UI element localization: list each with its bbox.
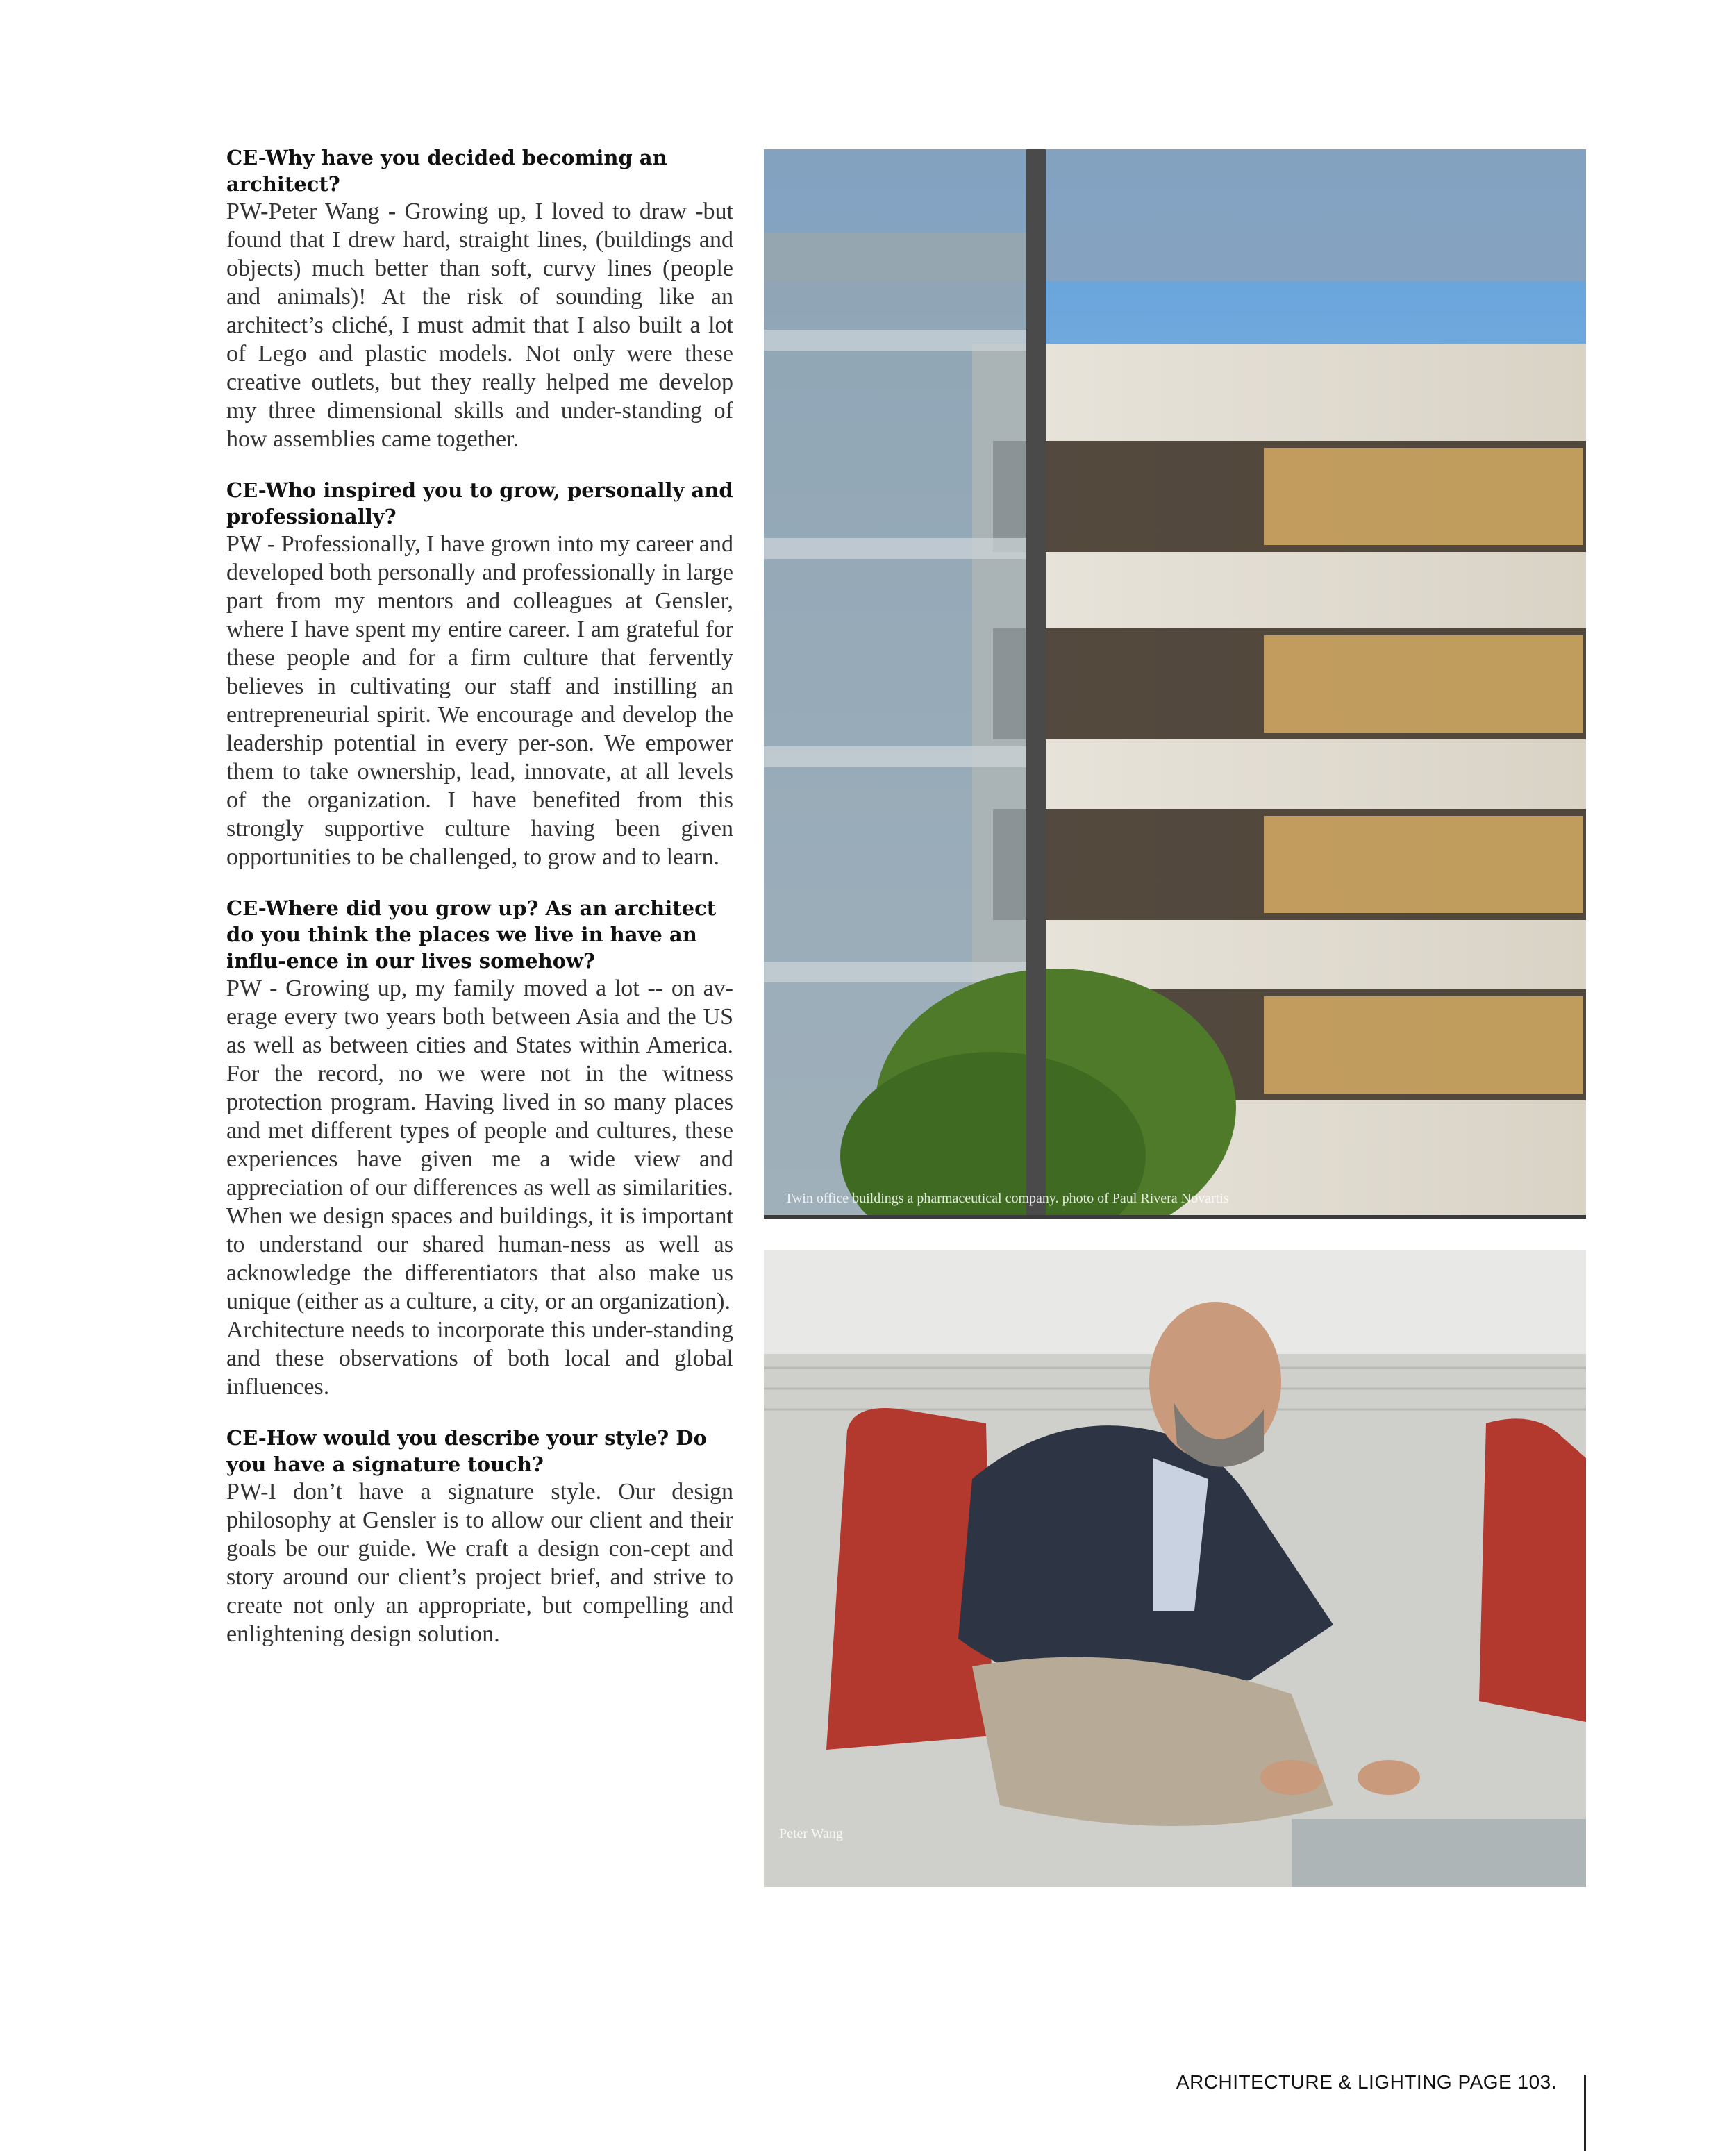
top-photo-caption: Twin office buildings a pharmaceutical company. photo of Paul Rivera Novartis (785, 1191, 1229, 1206)
qa-block-4 (226, 1425, 733, 1648)
office-building-illustration (764, 149, 1586, 1219)
portrait-photo (764, 1250, 1586, 1887)
qa-block-3 (226, 895, 733, 1401)
answer-2: PW - Professionally, I have grown into my career and developed both personally and professionally in large part from my mentors and colleagues at Gensler, where I have spent my entire career. I am grateful for these people and for a firm culture that fervently believes in cultivating our staff and instilling an entrepreneurial spirit. We encourage and develop the leadership potential in every per-son. We empower them to take ownership, lead, innovate, at all levels of the organization. I have benefited from this strongly supportive culture having been given opportunities to be challenged, to grow and to learn. (226, 531, 733, 870)
answer-3: PW - Growing up, my family moved a lot -- on av-erage every two years both between Asia and the US as well as between cities and States within America. For the record, no we were not in the witness protection program. Having lived in so many places and met different types of people and cultures, these experiences have given me a wide view and appreciation of our differences as well as similarities. When we design spaces and buildings, it is important to understand our shared human-ness as well as acknowledge the differentiators that also make us unique (either as a culture, a city, or an organization). (226, 976, 733, 1314)
answer-3-continued: Architecture needs to incorporate this under-standing and these observations of both local and global influences. (226, 1317, 733, 1400)
office-building-photo (764, 149, 1586, 1219)
page-folio: ARCHITECTURE & LIGHTING PAGE 103. (1176, 2071, 1557, 2093)
question-1: CE-Why have you decided becoming an architect? (226, 146, 667, 196)
qa-block-2 (226, 477, 733, 871)
question-3: CE-Where did you grow up? As an architect do you think the places we live in have an influ-ence in our lives somehow? (226, 896, 717, 973)
folio-divider (1584, 2075, 1586, 2151)
answer-1: PW-Peter Wang - Growing up, I loved to draw -but found that I drew hard, straight lines, (buildings and objects) much better than soft, curvy lines (people and animals)! At the risk of sounding like an architect’s cliché, I must admit that I also built a lot of Lego and plastic models. Not only were these creative outlets, but they really helped me develop my three dimensional skills and under-standing of how assemblies came together. (226, 199, 733, 452)
article-text-column (226, 144, 733, 1672)
question-4: CE-How would you describe your style? Do you have a signature touch? (226, 1426, 707, 1476)
qa-block-1 (226, 144, 733, 453)
portrait-illustration (764, 1250, 1586, 1887)
answer-4: PW-I don’t have a signature style. Our design philosophy at Gensler is to allow our client and their goals be our guide. We craft a design con-cept and story around our client’s project brief, and strive to create not only an appropriate, but compelling and enlightening design solution. (226, 1479, 733, 1647)
portrait-caption: Peter Wang (779, 1826, 843, 1841)
question-2: CE-Who inspired you to grow, personally and professionally? (226, 478, 733, 528)
